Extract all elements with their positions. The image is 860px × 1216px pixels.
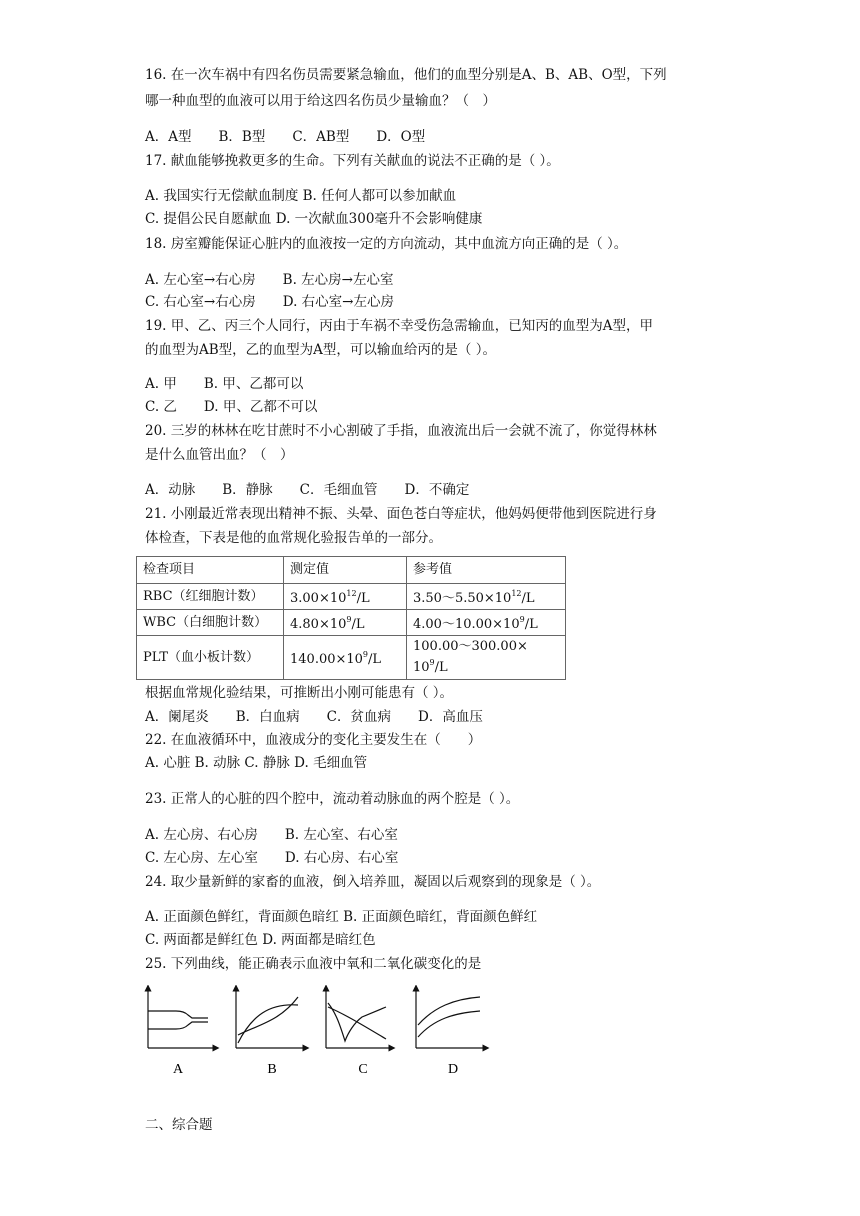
graph-c [326,988,392,1048]
table-row [137,636,566,680]
table-cell-measured: $140.00\times 10^9/L$ [284,636,407,680]
q23-stem: 23. 正常人的心脏的四个腔中，流动着动脉血的两个腔是（ ）。 [145,791,520,807]
q23-options-line1: A. 左心房、右心房 B. 左心室、右心室 [145,827,398,843]
q22-stem: 22. 在血液循环中，血液成分的变化主要发生在（ ） [145,732,482,748]
table-cell-item: WBC（白细胞计数） [137,610,284,636]
q18-options-line2: C. 右心室→右心房 D. 右心室→左心房 [145,294,394,310]
q16-stem-line1: 16. 在一次车祸中有四名伤员需要紧急输血，他们的血型分别是A、B、AB、O型，下列 [145,67,667,83]
graph-label-b: B [267,1062,277,1077]
q21-after-table: 根据血常规化验结果，可推断出小刚可能患有（ ）。 [145,685,454,701]
graph-label-a: A [172,1062,184,1077]
table-row [137,584,566,610]
graph-label-d: D [447,1062,459,1077]
graph-b [236,988,306,1048]
q19-stem-line1: 19. 甲、乙、丙三个人同行，丙由于车祸不幸受伤急需输血，已知丙的血型为A型，甲 [145,318,654,334]
q21-stem-line1: 21. 小刚最近常表现出精神不振、头晕、面色苍白等症状，他妈妈便带他到医院进行身 [145,506,657,522]
q19-options-line1: A. 甲 B. 甲、乙都可以 [145,376,304,392]
q19-options-line2: C. 乙 D. 甲、乙都不可以 [145,399,318,415]
q20-options: A．动脉 B．静脉 C．毛细血管 D．不确定 [145,482,470,498]
q16-options: A．A型 B．B型 C．AB型 D．O型 [145,129,426,145]
table-cell-reference: $3.50\sim 5.50\times 10^{12}/L$ [407,584,566,610]
q18-stem: 18. 房室瓣能保证心脏内的血液按一定的方向流动，其中血流方向正确的是（ ）。 [145,236,628,252]
q23-options-line2: C. 左心房、左心室 D. 右心房、右心室 [145,850,399,866]
table-header-measured: 测定值 [284,557,407,584]
table-cell-measured: $4.80\times 10^9/L$ [284,610,407,636]
table-cell-reference: 100.00～300.00× $10^9/L$ [407,636,566,680]
q25-stem: 25. 下列曲线，能正确表示血液中氧和二氧化碳变化的是 [145,956,482,972]
q24-stem: 24. 取少量新鲜的家畜的血液，倒入培养皿，凝固以后观察到的现象是（ ）。 [145,874,601,890]
q25-curve-graphs [140,985,500,1080]
graph-d [416,988,486,1048]
q16-stem-line2: 哪一种血型的血液可以用于给这四名伤员少量输血？（ ） [145,93,496,109]
q20-stem-line2: 是什么血管出血？（ ） [145,447,294,463]
table-cell-item: PLT（血小板计数） [137,636,284,680]
table-cell-measured: $3.00\times 10^{12}/L$ [284,584,407,610]
q18-options-line1: A. 左心室→右心房 B. 左心房→左心室 [145,272,394,288]
q17-options-line1: A. 我国实行无偿献血制度 B. 任何人都可以参加献血 [145,188,457,204]
table-row [137,610,566,636]
q21-options: A．阑尾炎 B．白血病 C．贫血病 D．高血压 [145,709,483,725]
section-title: 二、综合题 [145,1117,213,1133]
q17-stem: 17. 献血能够挽救更多的生命。下列有关献血的说法不正确的是（ ）。 [145,153,560,169]
table-header-item: 检查项目 [137,557,284,584]
q19-stem-line2: 的血型为AB型，乙的血型为A型，可以输血给丙的是（ ）。 [145,342,496,358]
q21-stem-line2: 体检查，下表是他的血常规化验报告单的一部分。 [145,530,442,546]
table-cell-item: RBC（红细胞计数） [137,584,284,610]
table-cell-reference: $4.00\sim 10.00\times 10^9/L$ [407,610,566,636]
blood-test-table [136,556,566,680]
graph-label-c: C [358,1062,368,1077]
q24-options-line1: A. 正面颜色鲜红，背面颜色暗红 B. 正面颜色暗红，背面颜色鲜红 [145,909,538,925]
q24-options-line2: C. 两面都是鲜红色 D. 两面都是暗红色 [145,932,376,948]
q22-options: A. 心脏 B. 动脉 C. 静脉 D. 毛细血管 [145,755,368,771]
table-header-row [137,557,566,584]
q20-stem-line1: 20. 三岁的林林在吃甘蔗时不小心割破了手指，血液流出后一会就不流了，你觉得林林 [145,423,657,439]
q17-options-line2: C. 提倡公民自愿献血 D. 一次献血300毫升不会影响健康 [145,211,483,227]
graph-a [148,988,216,1048]
table-header-reference: 参考值 [407,557,566,584]
